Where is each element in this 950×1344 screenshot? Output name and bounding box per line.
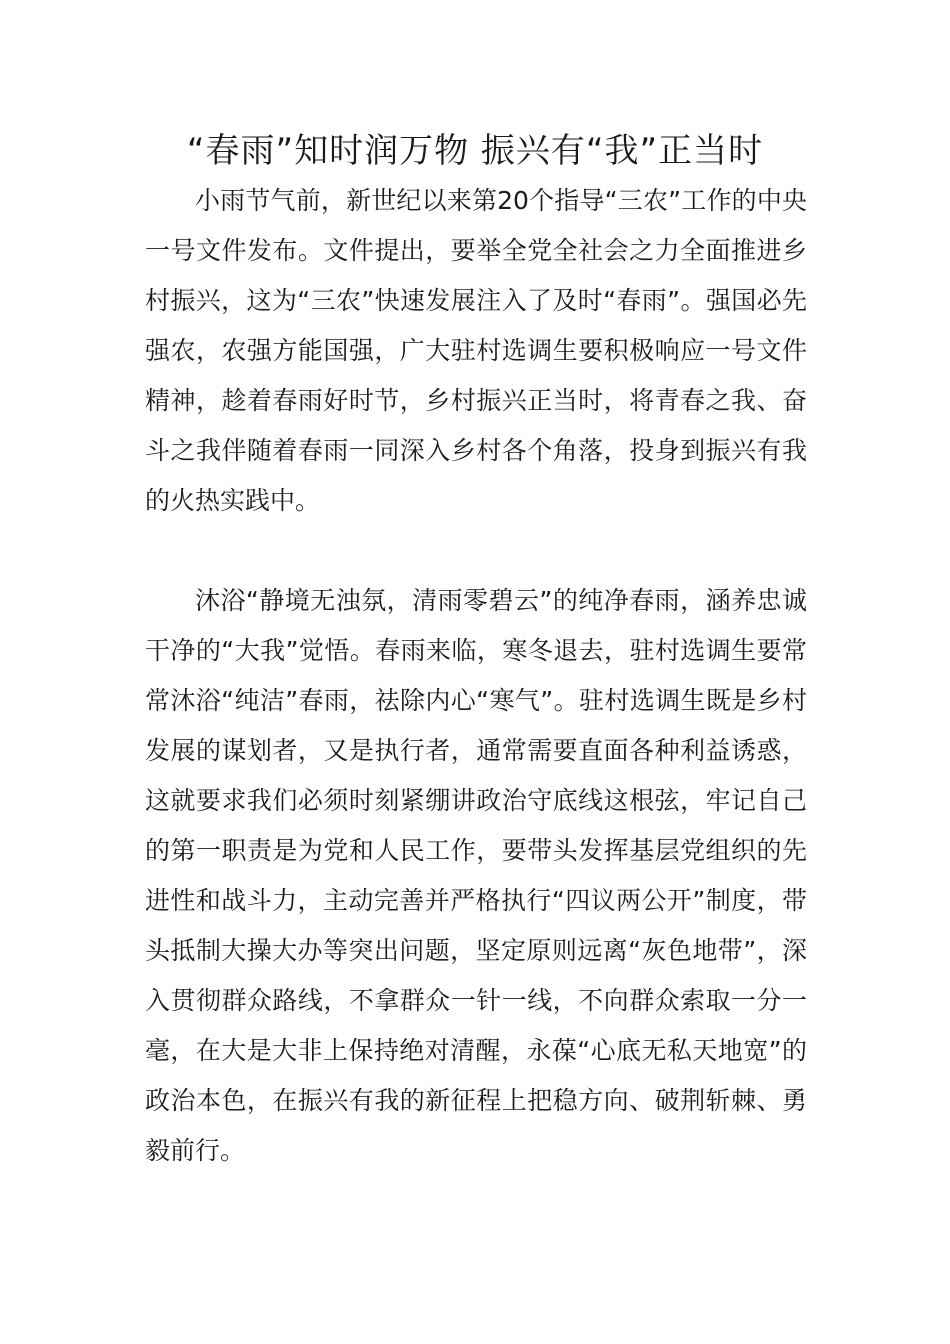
paragraph-2: 沐浴“静境无浊氛，清雨零碧云”的纯净春雨，涵养忠诚干净的“大我”觉悟。春雨来临，寒冬退去，驻村选调生要常常沐浴“纯洁”春雨，祛除内心“寒气”。驻村选调生既是乡村发展的谋划者，又是执行者，通常需要直面各种利益诱惑，这就要求我们必须时刻紧绷讲政治守底线这根弦，牢记自己的第一职责是为党和人民工作，要带头发挥基层党组织的先进性和战斗力，主动完善并严格执行“四议两公开”制度，带头抵制大操大办等突出问题，坚定原则远离“灰色地带”，深入贯彻群众路线，不拿群众一针一线，不向群众索取一分一毫，在大是大非上保持绝对清醒，永葆“心底无私天地宽”的政治本色，在振兴有我的新征程上把稳方向、破荆斩棘、勇毅前行。 <box>145 586 807 1165</box>
document-title: “春雨”知时润万物 振兴有“我”正当时 <box>186 131 764 171</box>
paragraph-1: 小雨节气前，新世纪以来第20个指导“三农”工作的中央一号文件发布。文件提出，要举全党全社会之力全面推进乡村振兴，这为“三农”快速发展注入了及时“春雨”。强国必先强农，农强方能国强，广大驻村选调生要积极响应一号文件精神，趁着春雨好时节，乡村振兴正当时，将青春之我、奋斗之我伴随着春雨一同深入乡村各个角落，投身到振兴有我的火热实践中。 <box>145 186 807 515</box>
